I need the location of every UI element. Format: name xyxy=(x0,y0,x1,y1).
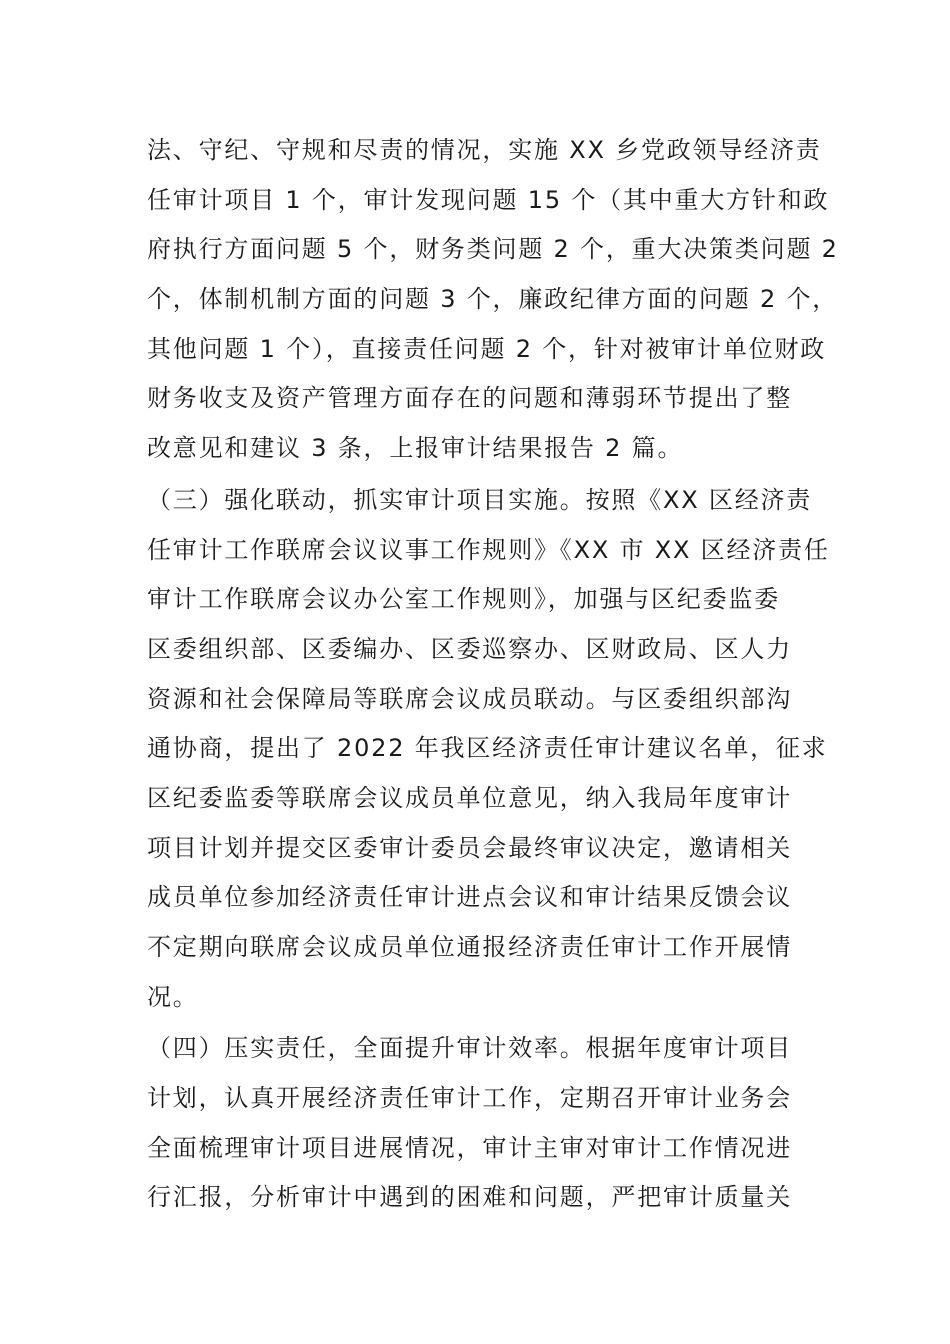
paragraph-heading-line: （四）压实责任，全面提升审计效率。根据年度审计项目 xyxy=(147,1034,792,1063)
text-line: 区纪委监委等联席会议成员单位意见，纳入我局年度审计 xyxy=(147,783,792,812)
text-line: 区委组织部、区委编办、区委巡察办、区财政局、区人力 xyxy=(147,634,792,663)
body-text xyxy=(147,126,839,1223)
text-line: 况。 xyxy=(147,982,199,1011)
text-line: 行汇报，分析审计中遇到的困难和问题，严把审计质量关 xyxy=(147,1183,792,1212)
text-line: 财务收支及资产管理方面存在的问题和薄弱环节提出了整 xyxy=(147,384,792,413)
text-line: 府执行方面问题 5 个，财务类问题 2 个，重大决策类问题 2 xyxy=(147,235,839,264)
text-line: 任审计工作联席会议议事工作规则》《XX 市 XX 区经济责任 xyxy=(147,535,830,564)
text-line: 其他问题 1 个），直接责任问题 2 个，针对被审计单位财政 xyxy=(147,334,827,363)
text-line: 项目计划并提交区委审计委员会最终审议决定，邀请相关 xyxy=(147,833,792,862)
text-line: 任审计项目 1 个，审计发现问题 15 个（其中重大方针和政 xyxy=(147,185,830,214)
text-line: 计划，认真开展经济责任审计工作，定期召开审计业务会 xyxy=(147,1084,792,1113)
text-line: 通协商，提出了 2022 年我区经济责任审计建议名单，征求 xyxy=(147,734,828,763)
paragraph-heading-line: （三）强化联动，抓实审计项目实施。按照《XX 区经济责 xyxy=(147,485,813,514)
text-line: 不定期向联席会议成员单位通报经济责任审计工作开展情 xyxy=(147,933,792,961)
text-line: 法、守纪、守规和尽责的情况，实施 XX 乡党政领导经济责 xyxy=(147,136,822,164)
text-line: 改意见和建议 3 条，上报审计结果报告 2 篇。 xyxy=(147,434,684,463)
text-line: 个，体制机制方面的问题 3 个，廉政纪律方面的问题 2 个， xyxy=(147,285,839,314)
text-line: 成员单位参加经济责任审计进点会议和审计结果反馈会议 xyxy=(147,883,792,912)
text-line: 资源和社会保障局等联席会议成员联动。与区委组织部沟 xyxy=(147,684,792,713)
text-line: 全面梳理审计项目进展情况，审计主审对审计工作情况进 xyxy=(147,1133,792,1162)
text-line: 审计工作联席会议办公室工作规则》，加强与区纪委监委 xyxy=(147,585,780,614)
